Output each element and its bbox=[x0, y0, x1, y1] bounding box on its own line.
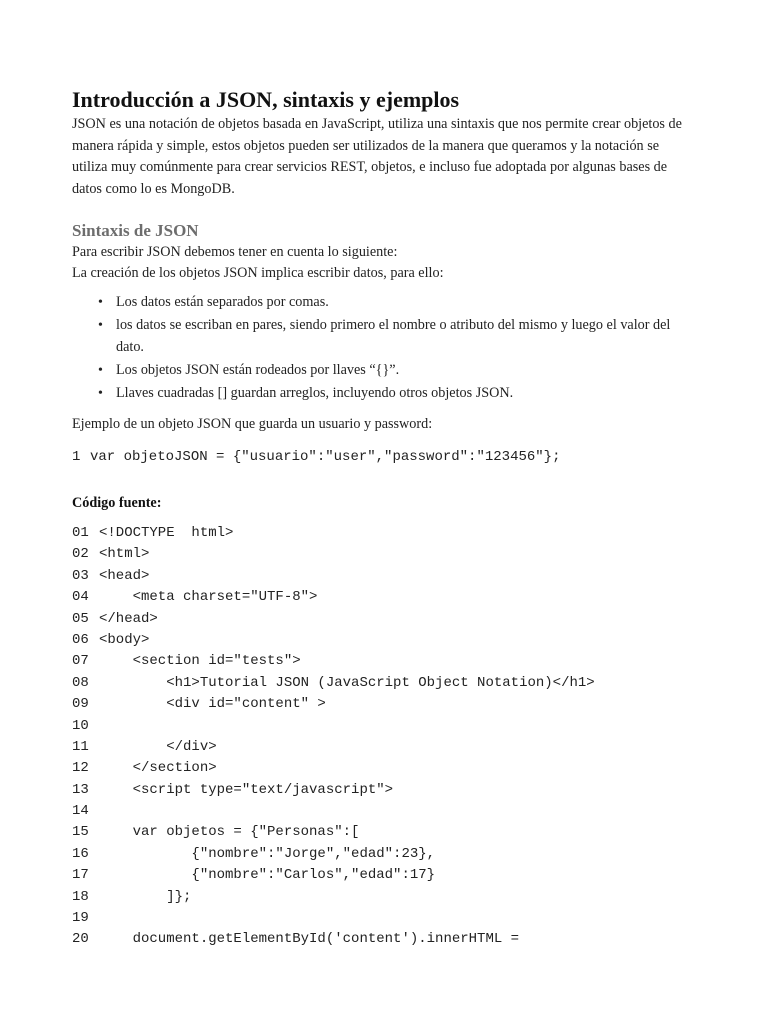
code-line-text: var objetos = {"Personas":[ bbox=[99, 824, 360, 841]
code-row bbox=[72, 865, 696, 886]
code-line-number: 17 bbox=[72, 867, 89, 884]
syntax-bullet-list bbox=[72, 292, 696, 404]
example-code bbox=[72, 447, 696, 467]
code-line-number: 15 bbox=[72, 824, 89, 841]
code-line-number: 08 bbox=[72, 674, 89, 691]
list-item: • los datos se escriban en pares, siendo primero el nombre o atributo del mismo y luego el valor del dato. bbox=[116, 315, 696, 358]
code-row bbox=[72, 630, 696, 651]
code-line-text: <body> bbox=[99, 631, 150, 648]
source-heading: Código fuente: bbox=[72, 495, 162, 511]
code-row bbox=[72, 758, 696, 779]
code-line-number: 14 bbox=[72, 803, 89, 820]
code-line-text: {"nombre":"Carlos","edad":17} bbox=[99, 867, 436, 884]
syntax-line-2: La creación de los objetos JSON implica escribir datos, para ello: bbox=[72, 265, 444, 281]
list-item: • Los objetos JSON están rodeados por llaves “{}”. bbox=[116, 360, 696, 382]
code-line-number: 11 bbox=[72, 738, 89, 755]
code-line-number: 07 bbox=[72, 653, 89, 670]
code-line-text: <h1>Tutorial JSON (JavaScript Object Notation)</h1> bbox=[99, 674, 595, 691]
code-line-number: 16 bbox=[72, 845, 89, 862]
code-line-text: </head> bbox=[99, 610, 158, 627]
code-row bbox=[72, 587, 696, 608]
code-line-number: 10 bbox=[72, 717, 89, 734]
intro-paragraph: JSON es una notación de objetos basada en JavaScript, utiliza una sintaxis que nos permite crear objetos de manera rápida y simple, estos objetos pueden ser utilizados de la manera que queramos y la notación se utiliza muy comúnmente para crear servicios REST, objetos, e incluso fue adoptada por algunas bases de datos como lo es MongoDB. bbox=[72, 116, 682, 197]
code-row bbox=[72, 780, 696, 801]
document-page bbox=[72, 86, 696, 951]
list-item: • Llaves cuadradas [] guardan arreglos, incluyendo otros objetos JSON. bbox=[116, 383, 696, 405]
code-line-number: 12 bbox=[72, 760, 89, 777]
code-line-number: 02 bbox=[72, 546, 89, 563]
code-line-number: 09 bbox=[72, 696, 89, 713]
code-row bbox=[72, 737, 696, 758]
source-code-block bbox=[72, 523, 696, 951]
code-line-text: <html> bbox=[99, 546, 150, 563]
code-row bbox=[72, 822, 696, 843]
code-line-text: ]}; bbox=[99, 888, 192, 905]
code-line-number: 19 bbox=[72, 910, 89, 927]
code-row bbox=[72, 801, 696, 822]
code-row bbox=[72, 609, 696, 630]
code-line-text: {"nombre":"Jorge","edad":23}, bbox=[99, 845, 436, 862]
code-row bbox=[72, 844, 696, 865]
page-title: Introducción a JSON, sintaxis y ejemplos bbox=[72, 87, 460, 112]
syntax-heading: Sintaxis de JSON bbox=[72, 221, 199, 240]
code-row bbox=[72, 887, 696, 908]
code-line-number: 13 bbox=[72, 781, 89, 798]
code-line-text: <head> bbox=[99, 567, 150, 584]
code-line-text: <meta charset="UTF-8"> bbox=[99, 589, 318, 606]
code-row bbox=[72, 716, 696, 737]
code-line-number: 1 bbox=[72, 449, 81, 465]
code-line-text: document.getElementById('content').innerHTML = bbox=[99, 931, 520, 948]
code-line-text: <div id="content" > bbox=[99, 696, 326, 713]
code-line-number: 06 bbox=[72, 631, 89, 648]
code-line-number: 18 bbox=[72, 888, 89, 905]
code-row bbox=[72, 523, 696, 544]
code-row bbox=[72, 651, 696, 672]
example-text: Ejemplo de un objeto JSON que guarda un usuario y password: bbox=[72, 416, 433, 432]
code-line-text: <script type="text/javascript"> bbox=[99, 781, 394, 798]
code-row bbox=[72, 694, 696, 715]
code-row bbox=[72, 929, 696, 950]
code-line-text: <section id="tests"> bbox=[99, 653, 301, 670]
code-line-text: </div> bbox=[99, 738, 217, 755]
code-line-number: 05 bbox=[72, 610, 89, 627]
code-row bbox=[72, 566, 696, 587]
code-line-number: 01 bbox=[72, 525, 89, 541]
syntax-line-1: Para escribir JSON debemos tener en cuenta lo siguiente: bbox=[72, 244, 398, 260]
code-row bbox=[72, 544, 696, 565]
code-line-number: 03 bbox=[72, 567, 89, 584]
list-item: • Los datos están separados por comas. bbox=[116, 292, 696, 314]
code-line-text: <!DOCTYPE html> bbox=[99, 525, 234, 541]
code-line-number: 20 bbox=[72, 931, 89, 948]
code-row bbox=[72, 908, 696, 929]
code-row bbox=[72, 673, 696, 694]
code-line-number: 04 bbox=[72, 589, 89, 606]
code-line-text: var objetoJSON = {"usuario":"user","password":"123456"}; bbox=[90, 449, 561, 465]
code-line-text: </section> bbox=[99, 760, 217, 777]
